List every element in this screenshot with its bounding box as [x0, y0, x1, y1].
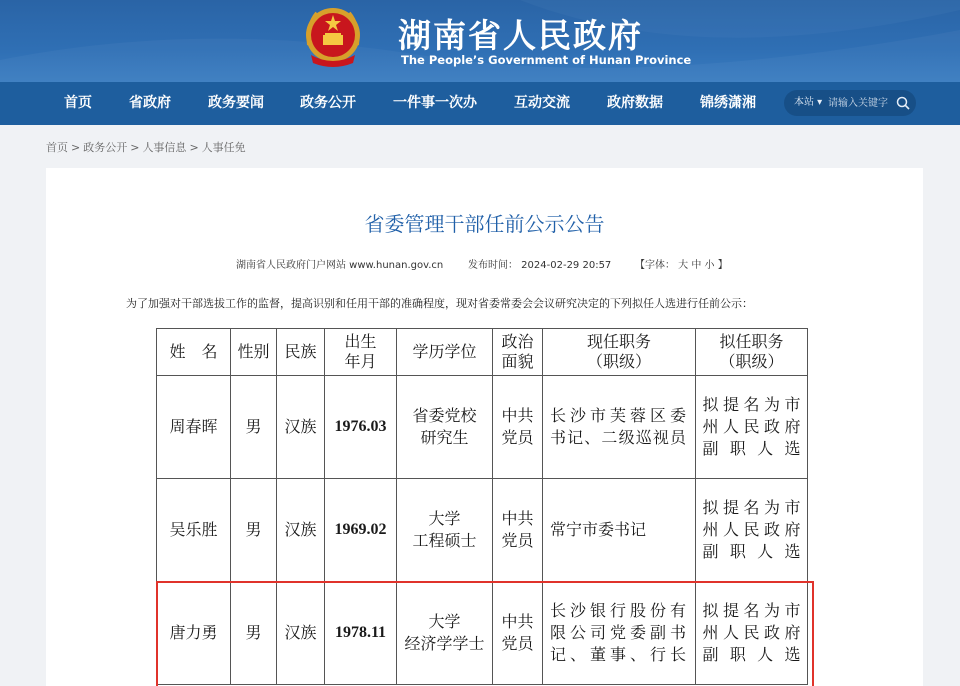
breadcrumb-government-affairs[interactable]: 政务公开 — [83, 141, 128, 154]
breadcrumb-home[interactable]: 首页 — [46, 141, 68, 154]
cell-gender: 男 — [231, 376, 277, 479]
cell-party: 中共 党员 — [493, 479, 543, 582]
cell-birth: 1976.03 — [325, 376, 397, 479]
site-header — [0, 0, 960, 82]
column-header-party: 政治 面貌 — [493, 329, 543, 376]
site-title-english: The People’s Government of Hunan Province — [401, 53, 692, 67]
nav-item-scenery[interactable]: 锦绣潇湘 — [700, 95, 756, 111]
cell-ethnicity: 汉族 — [277, 582, 325, 685]
cell-name: 吴乐胜 — [157, 479, 231, 582]
nav-item-provincial-government[interactable]: 省政府 — [129, 95, 171, 111]
cell-gender: 男 — [231, 479, 277, 582]
national-emblem-icon[interactable] — [303, 5, 363, 69]
cell-education: 大学 经济学学士 — [397, 582, 493, 685]
search-box — [784, 90, 916, 116]
nav-item-government-data[interactable]: 政府数据 — [607, 95, 663, 111]
cell-gender: 男 — [231, 582, 277, 685]
search-icon[interactable] — [896, 96, 910, 110]
nav-item-one-stop[interactable]: 一件事一次办 — [393, 95, 477, 111]
breadcrumb-personnel-info[interactable]: 人事信息 — [142, 141, 187, 154]
article-card — [46, 168, 923, 686]
cell-party: 中共 党员 — [493, 582, 543, 685]
article-intro: 为了加强对干部选拔工作的监督，提高识别和任用干部的准确程度，现对省委常委会会议研究决定的下列拟任人选进行任前公示： — [126, 297, 753, 310]
article-source[interactable]: 湖南省人民政府门户网站 www.hunan.gov.cn — [236, 260, 444, 271]
cell-proposed-position: 拟提名为市 州人民政府 副职人选 — [696, 376, 808, 479]
cell-current-position: 常宁市委书记 — [543, 479, 696, 582]
table-header-row — [157, 329, 808, 376]
search-scope-select[interactable]: 本站 ▾ — [794, 97, 823, 108]
column-header-gender: 性别 — [231, 329, 277, 376]
cell-birth: 1978.11 — [325, 582, 397, 685]
breadcrumb — [46, 139, 246, 155]
cell-education: 大学 工程硕士 — [397, 479, 493, 582]
cell-proposed-position: 拟提名为市 州人民政府 副职人选 — [696, 479, 808, 582]
table-body — [157, 376, 808, 685]
cell-proposed-position: 拟提名为市 州人民政府 副职人选 — [696, 582, 808, 685]
cell-education: 省委党校 研究生 — [397, 376, 493, 479]
breadcrumb-separator: > — [189, 141, 199, 154]
article-publish-time: 发布时间： 2024-02-29 20:57 — [468, 260, 612, 271]
nav-item-news[interactable]: 政务要闻 — [208, 95, 264, 111]
personnel-table — [156, 328, 808, 685]
cell-ethnicity: 汉族 — [277, 376, 325, 479]
article-title: 省委管理干部任前公示公告 — [364, 212, 605, 236]
font-size-switcher[interactable]: 【字体： 大 中 小 】 — [635, 260, 728, 271]
column-header-current-position: 现任职务 （职级） — [543, 329, 696, 376]
breadcrumb-separator: > — [130, 141, 140, 154]
column-header-name: 姓 名 — [157, 329, 231, 376]
search-input[interactable] — [828, 94, 894, 112]
site-title[interactable]: 湖南省人民政府 — [398, 16, 643, 55]
nav-item-home[interactable]: 首页 — [64, 95, 92, 111]
nav-item-government-affairs[interactable]: 政务公开 — [300, 95, 356, 111]
column-header-birth: 出生 年月 — [325, 329, 397, 376]
cell-current-position: 长沙市芙蓉区委 书记、二级巡视员 — [543, 376, 696, 479]
table-row — [157, 582, 808, 685]
cell-name: 周春晖 — [157, 376, 231, 479]
breadcrumb-separator: > — [71, 141, 81, 154]
breadcrumb-appointments[interactable]: 人事任免 — [201, 141, 246, 154]
cell-current-position: 长沙银行股份有 限公司党委副书 记、董事、行长 — [543, 582, 696, 685]
column-header-ethnicity: 民族 — [277, 329, 325, 376]
column-header-education: 学历学位 — [397, 329, 493, 376]
cell-ethnicity: 汉族 — [277, 479, 325, 582]
table-row — [157, 376, 808, 479]
nav-item-interaction[interactable]: 互动交流 — [514, 95, 570, 111]
cell-birth: 1969.02 — [325, 479, 397, 582]
cell-name: 唐力勇 — [157, 582, 231, 685]
column-header-proposed-position: 拟任职务 （职级） — [696, 329, 808, 376]
cell-party: 中共 党员 — [493, 376, 543, 479]
table-row — [157, 479, 808, 582]
